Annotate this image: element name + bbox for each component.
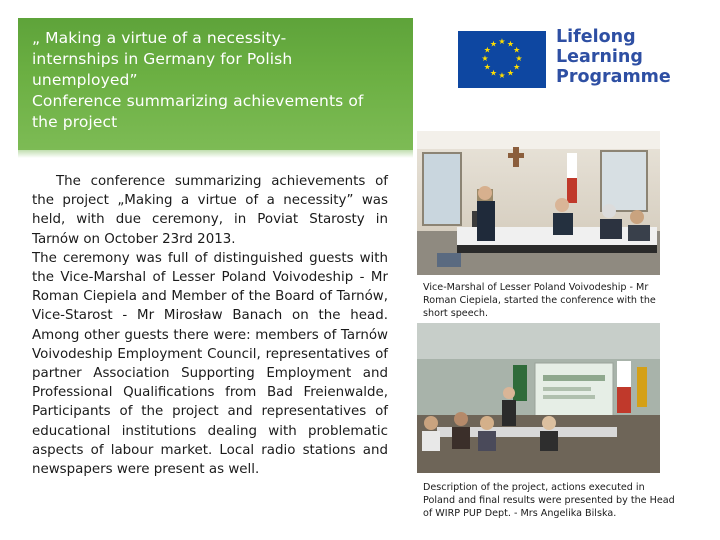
svg-text:★: ★ xyxy=(498,37,506,46)
svg-text:★: ★ xyxy=(489,68,498,78)
conference-speech-photo xyxy=(417,131,660,275)
body-text xyxy=(32,172,388,479)
svg-text:★: ★ xyxy=(498,71,506,80)
svg-text:★: ★ xyxy=(489,39,498,49)
svg-text:★: ★ xyxy=(483,62,491,72)
slide-title: „ Making a virtue of a necessity- internships in Germany for Polish unemployed” Conference summarizing achievements of the project xyxy=(32,29,364,131)
lifelong-learning-logo xyxy=(458,27,670,93)
photo-caption: Vice-Marshal of Lesser Poland Voivodeship - Mr Roman Ciepiela, started the conference with the short speech. xyxy=(423,282,656,320)
svg-text:★: ★ xyxy=(513,45,521,55)
svg-text:★: ★ xyxy=(506,68,515,78)
svg-text:★: ★ xyxy=(513,62,521,72)
logo-text: Lifelong Learning Programme xyxy=(556,27,671,87)
eu-flag-icon xyxy=(458,31,546,88)
svg-text:★: ★ xyxy=(483,45,491,55)
title-banner xyxy=(18,18,413,150)
body-paragraph: The ceremony was full of distinguished guests with the Vice-Marshal of Lesser Poland Voivodeship - Mr Roman Ciepiela and Member of the Board of Tarnów, Vice-Starost - Mr Mirosław Banach on the head. Among other guests there were: members of Tarnów Voivodeship Employment Council, representatives of partner Association Supporting Employment and Professional Qualifications from Bad Freienwalde, Participants of the project and representatives of educational institutions dealing with problematic aspects of labour market. Local radio stations and newspapers were present as well. xyxy=(32,250,388,478)
conference-presentation-photo xyxy=(417,323,660,473)
svg-text:★: ★ xyxy=(506,39,515,49)
body-paragraph: The conference summarizing achievements of the project „Making a virtue of a necessity” was held, with due ceremony, in Poviat Starosty in Tarnów on October 23rd 2013. xyxy=(32,174,388,247)
svg-text:★: ★ xyxy=(481,54,489,63)
photo-caption: Description of the project, actions executed in Poland and final results were presented by the Head of WIRP PUP Dept. - Mrs Angelika Bilska. xyxy=(423,482,675,520)
svg-text:★: ★ xyxy=(515,54,523,63)
